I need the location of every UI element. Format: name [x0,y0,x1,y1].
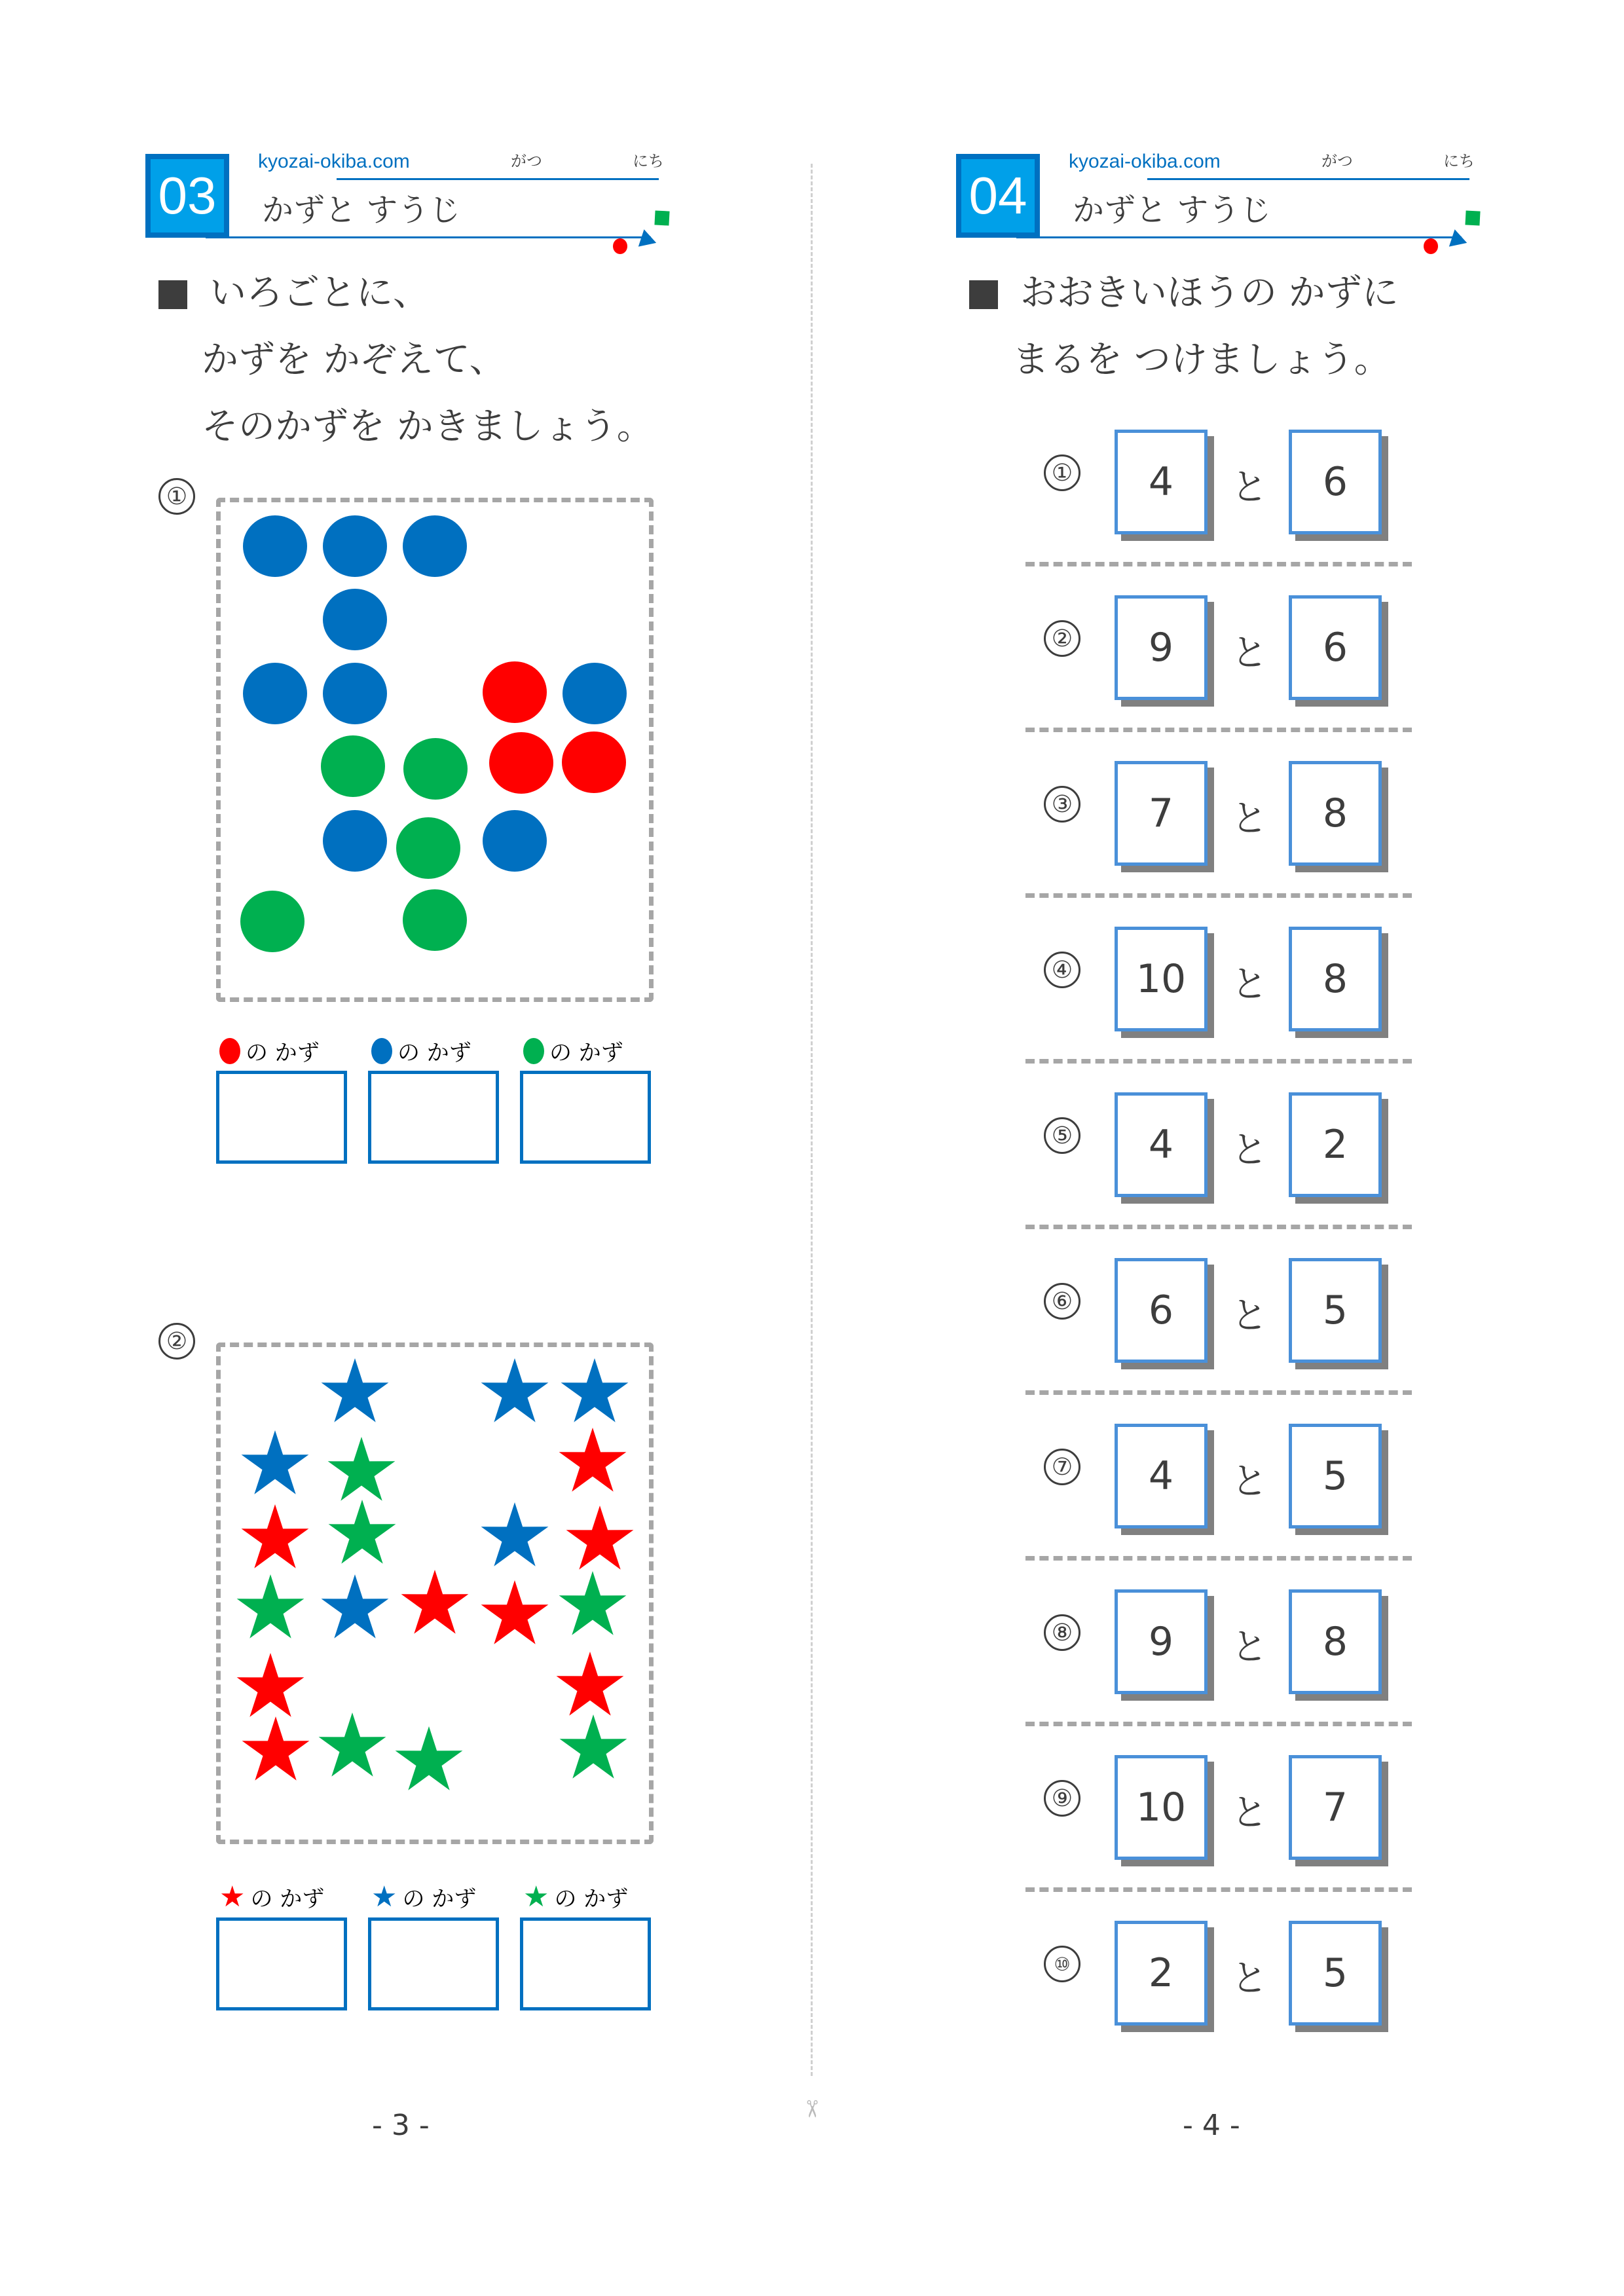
row-divider [1025,1225,1412,1229]
number-card-left[interactable]: 10 [1115,927,1208,1031]
connector-to: と [1231,466,1268,509]
row-divider [1025,1059,1412,1064]
row-divider [1025,1887,1412,1892]
row-label: ② [1044,620,1080,657]
day-label: にち [1443,152,1475,170]
number-card-left[interactable]: 4 [1115,1424,1208,1528]
scissors-icon: ✂ [798,2099,825,2119]
row-label: ⑦ [1044,1449,1080,1485]
site-label: kyozai-okiba.com [258,151,410,172]
red-dot-icon [1424,238,1438,254]
red-star-icon [559,1428,627,1492]
connector-to: と [1231,963,1268,1006]
row-label: ⑧ [1044,1614,1080,1651]
problem-2-label: ② [158,1323,195,1360]
row-label: ① [1044,454,1080,491]
red-star-icon [401,1570,469,1634]
connector-to: と [1231,798,1268,840]
row-label: ⑩ [1044,1946,1080,1982]
worksheet-title: かずと すうじ [262,192,461,229]
row-divider [1025,562,1412,566]
legend-label: の かず [250,1886,325,1912]
row-label: ⑨ [1044,1780,1080,1817]
row-label: ④ [1044,952,1080,988]
connector-to: と [1231,1129,1268,1172]
blue-star-icon [242,1430,309,1494]
number-card-right[interactable]: 6 [1289,430,1382,534]
green-star-icon [329,1500,396,1564]
number-card-right[interactable]: 7 [1289,1755,1382,1860]
red-star-icon: ★ [219,1879,246,1914]
answer-box-blue-stars[interactable] [368,1917,499,2010]
instruction-line-1: いろごとに、 [210,272,430,314]
worksheet-title: かずと すうじ [1073,192,1272,229]
number-card-left[interactable]: 4 [1115,1092,1208,1197]
number-card-left[interactable]: 7 [1115,761,1208,866]
row-divider [1025,728,1412,732]
instruction-line-1: おおきいほうの かずに [1020,272,1399,314]
number-card-left[interactable]: 9 [1115,1589,1208,1694]
blue-star-icon [561,1358,629,1422]
green-star-icon: ★ [523,1879,549,1914]
green-star-icon [319,1713,386,1777]
legend-label: の かず [397,1040,471,1066]
green-star-icon [559,1571,627,1635]
legend-label: の かず [402,1886,477,1912]
legend-red [219,1881,324,1913]
connector-to: と [1231,1626,1268,1669]
row-label: ③ [1044,786,1080,823]
legend-blue [371,1881,476,1913]
bullet-square-icon [969,280,998,309]
number-card-left[interactable]: 10 [1115,1755,1208,1860]
worksheet-number-badge: 04 [956,154,1040,238]
red-star-icon [566,1506,634,1570]
title-underline [1016,236,1462,238]
number-card-right[interactable]: 8 [1289,927,1382,1031]
red-star-icon [557,1652,624,1716]
red-star-icon [237,1653,304,1717]
number-card-right[interactable]: 5 [1289,1424,1382,1528]
month-label: がつ [1321,152,1353,170]
row-label: ⑤ [1044,1117,1080,1154]
blue-star-icon [322,1574,389,1639]
number-card-right[interactable]: 6 [1289,595,1382,700]
row-divider [1025,893,1412,898]
legend-green [523,1881,628,1913]
page-number-left: - 3 - [372,2109,430,2142]
row-label: ⑥ [1044,1283,1080,1320]
red-star-icon [242,1716,310,1781]
number-card-right[interactable]: 5 [1289,1921,1382,2026]
legend-label: の かず [554,1886,629,1912]
answer-box-red-stars[interactable] [216,1917,347,2010]
number-card-left[interactable]: 2 [1115,1921,1208,2026]
blue-star-icon: ★ [371,1879,397,1914]
connector-to: と [1231,632,1268,675]
worksheet-number-badge: 03 [145,154,229,238]
connector-to: と [1231,1295,1268,1337]
number-card-left[interactable]: 9 [1115,595,1208,700]
row-divider [1025,1390,1412,1395]
green-star-icon [396,1726,463,1790]
day-label: にち [633,152,664,170]
connector-to: と [1231,1460,1268,1503]
connector-to: と [1231,1792,1268,1834]
green-star-icon [328,1437,396,1501]
green-square-icon [1465,210,1480,225]
instruction-line-2: かずを かぞえて、 [202,339,506,381]
red-star-icon [481,1580,549,1644]
number-card-right[interactable]: 2 [1289,1092,1382,1197]
problem-1-label: ① [158,478,195,515]
number-card-left[interactable]: 6 [1115,1258,1208,1363]
green-star-icon [560,1714,627,1779]
instruction-line-3: そのかずを かきましょう。 [202,405,654,448]
blue-star-icon [322,1358,389,1422]
red-star-icon [242,1504,309,1568]
number-card-right[interactable]: 5 [1289,1258,1382,1363]
blue-star-icon [481,1358,549,1422]
row-divider [1025,1556,1412,1561]
legend-label: の かず [549,1040,623,1066]
page-number-right: - 4 - [1183,2109,1240,2142]
blue-star-icon [481,1502,549,1566]
instruction-line-2: まるを つけましょう。 [1012,339,1391,381]
number-card-right[interactable]: 8 [1289,1589,1382,1694]
row-divider [1025,1722,1412,1726]
legend-label: の かず [246,1040,320,1066]
date-line [1147,178,1469,180]
green-star-icon [237,1574,304,1639]
number-card-left[interactable]: 4 [1115,430,1208,534]
site-label: kyozai-okiba.com [1069,151,1221,172]
answer-box-green-stars[interactable] [520,1917,651,2010]
month-label: がつ [511,152,542,170]
number-card-right[interactable]: 8 [1289,761,1382,866]
connector-to: と [1231,1957,1268,2000]
